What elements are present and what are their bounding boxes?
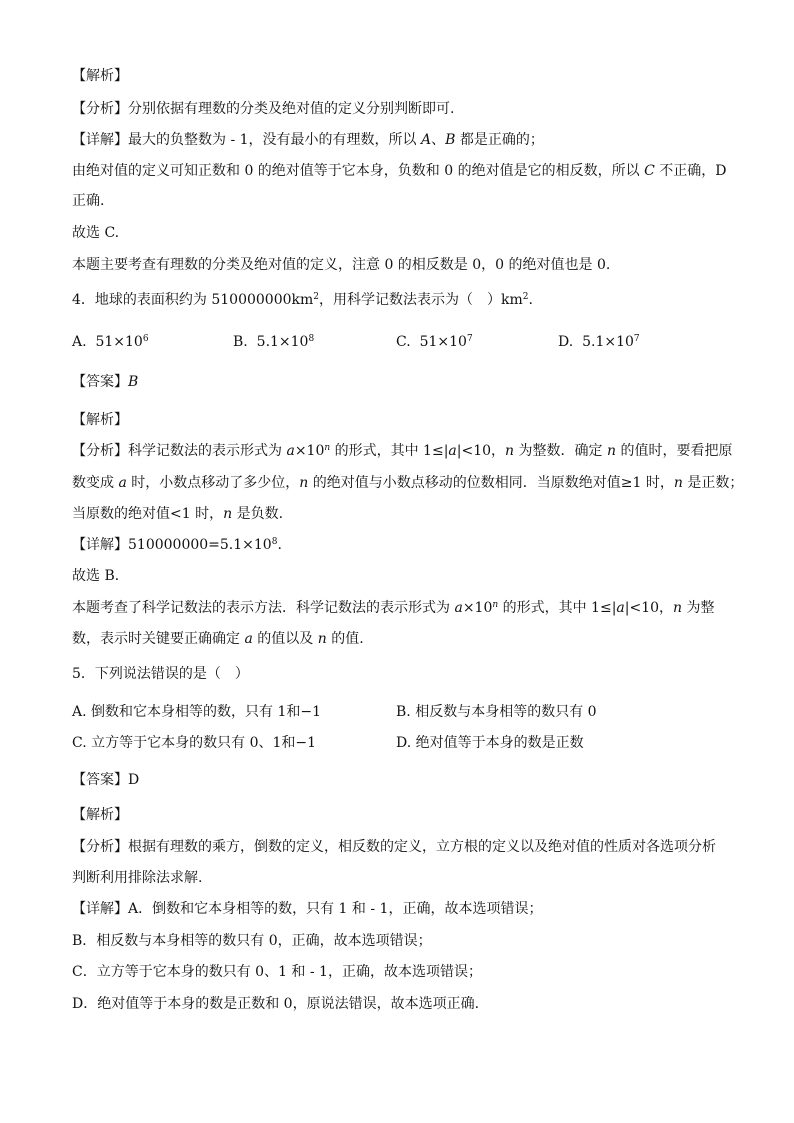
q5-xiangjie-line-b: B．相反数与本身相等的数只有 0，正确，故本选项错误； xyxy=(72,933,432,949)
q4-stem: 4．地球的表面积约为 $510000000km^2$，用科学记数法表示为（ ）$km^2$. xyxy=(72,292,533,308)
q3-xiangjie-line2: 由绝对值的定义可知正数和 0 的绝对值等于它本身，负数和 0 的绝对值是它的相反数，所以 C 不正确，D xyxy=(72,163,727,179)
q3-summary: 本题主要考查有理数的分类及绝对值的定义，注意 0 的相反数是 0，0 的绝对值也是 0. xyxy=(72,257,611,273)
q3-fenxi: 【分析】分别依据有理数的分类及绝对值的定义分别判断即可. xyxy=(72,101,455,117)
q4-option-d: D. $5.1\times 10^7$ xyxy=(558,334,640,350)
q4-summary-line2: 数，表示时关键要正确确定 a 的值以及 n 的值. xyxy=(72,631,364,647)
q5-option-b: B. 相反数与本身相等的数只有 0 xyxy=(396,704,597,720)
q3-xiangjie: 【详解】最大的负整数为 - 1，没有最小的有理数，所以 A、B 都是正确的； xyxy=(72,132,544,148)
q4-option-c: C. $51\times 10^7$ xyxy=(396,334,473,350)
q4-answer: 【答案】B xyxy=(72,374,139,390)
q4-option-b: B. $5.1\times 10^8$ xyxy=(233,334,315,350)
q5-xiangjie-line1: 【详解】A．倒数和它本身相等的数，只有 1 和 - 1，正确，故本选项错误； xyxy=(72,901,543,917)
q5-xiangjie-line-d: D．绝对值等于本身的数是正数和 0，原说法错误，故本选项正确. xyxy=(72,996,480,1012)
q3-guxuan: 故选 C. xyxy=(72,225,120,241)
q4-fenxi-line2: 数变成 a 时，小数点移动了多少位，n 的绝对值与小数点移动的位数相同．当原数绝对值≥1 时，n 是正数； xyxy=(72,475,744,491)
q5-option-d: D. 绝对值等于本身的数是正数 xyxy=(396,735,584,751)
q3-jiexi-heading: 【解析】 xyxy=(72,68,128,84)
q4-summary-line1: 本题考查了科学记数法的表示方法．科学记数法的表示形式为 $a\times 10^n$ 的形式，其中 1≤|a|<10，n 为整 xyxy=(72,600,715,616)
q5-option-c: C. 立方等于它本身的数只有 0、1和−1 xyxy=(72,735,317,751)
q5-answer: 【答案】D xyxy=(72,772,140,788)
q4-jiexi-heading: 【解析】 xyxy=(72,412,128,428)
q5-jiexi-heading: 【解析】 xyxy=(72,807,128,823)
q4-xiangjie: 【详解】$510000000=5.1\times 10^8$. xyxy=(72,537,282,553)
q4-fenxi-line1: 【分析】科学记数法的表示形式为 $a\times 10^n$ 的形式，其中 1≤|a|<10，n 为整数．确定 n 的值时，要看把原 xyxy=(72,443,733,459)
q5-option-a: A. 倒数和它本身相等的数，只有 1和−1 xyxy=(72,704,322,720)
q4-option-a: A. $51\times 10^6$ xyxy=(72,334,149,350)
q4-guxuan: 故选 B． xyxy=(72,568,129,584)
q5-xiangjie-line-c: C．立方等于它本身的数只有 0、1 和 - 1，正确，故本选项错误； xyxy=(72,964,482,980)
q5-fenxi-line2: 判断利用排除法求解. xyxy=(72,870,203,886)
q3-xiangjie-line3: 正确. xyxy=(72,193,105,209)
q5-stem: 5．下列说法错误的是（ ） xyxy=(72,666,249,682)
q5-fenxi-line1: 【分析】根据有理数的乘方，倒数的定义，相反数的定义，立方根的定义以及绝对值的性质对各选项分析 xyxy=(72,839,716,855)
q4-fenxi-line3: 当原数的绝对值<1 时，n 是负数. xyxy=(72,506,284,522)
